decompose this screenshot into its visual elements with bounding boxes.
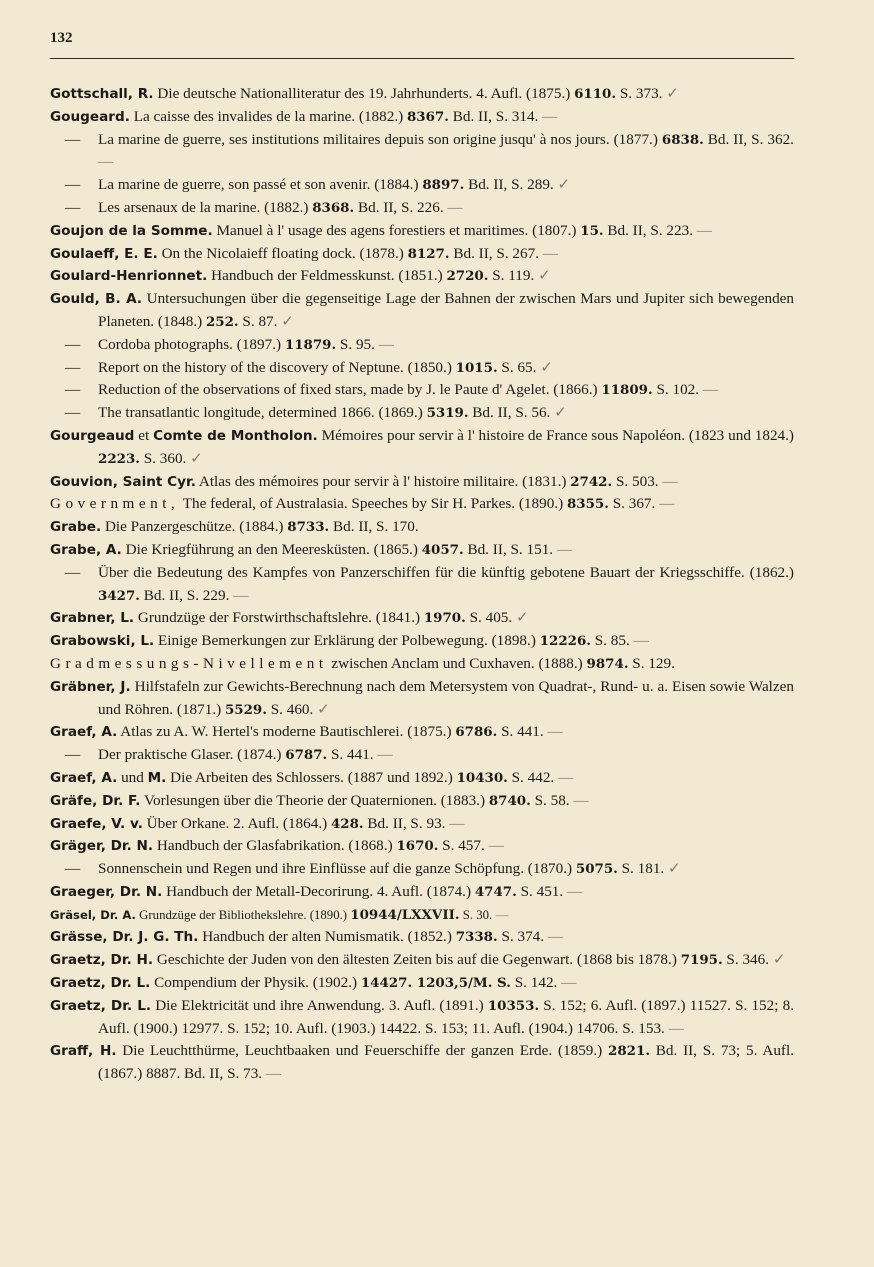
catalog-entry (50, 744, 794, 767)
catalog-entry (50, 539, 794, 562)
check-mark-icon: ✓ (550, 404, 567, 422)
catalog-entry (50, 174, 794, 197)
entry-location: S. 346. (722, 951, 770, 969)
entry-location: S. 442. (507, 768, 555, 786)
catalog-entry (50, 676, 794, 722)
entry-catalog-number: 7338. (455, 929, 498, 946)
ditto-dash: — (65, 198, 81, 216)
entry-title: Über die Bedeutung des Kampfes von Panzerschiffen für die künftig gebotene Bauart der Kriegsschiffe. (1862.) (98, 563, 794, 581)
entry-connector: und (117, 768, 148, 786)
dash-mark-icon: — (655, 495, 675, 513)
entry-author: Gottschall, R. (50, 86, 154, 102)
entry-location: S. 451. (516, 882, 564, 900)
entry-title: Manuel à l' usage des agens forestiers et maritimes. (1807.) (212, 221, 581, 239)
entry-author-second: Comte de Montholon. (153, 427, 318, 444)
dash-mark-icon: — (658, 472, 678, 490)
entry-title: Geschichte der Juden von den ältesten Zeiten bis auf die Gegenwart. (1868 bis 1878.) (153, 951, 681, 969)
catalog-entry (50, 721, 794, 744)
dash-mark-icon: — (544, 928, 564, 946)
entry-connector: et (134, 426, 154, 444)
header-rule (50, 58, 794, 59)
dash-mark-icon: — (98, 153, 114, 171)
check-mark-icon: ✓ (534, 267, 551, 285)
entry-catalog-number: 5075. (575, 861, 618, 878)
catalog-entry (50, 630, 794, 653)
dash-mark-icon: — (699, 381, 719, 399)
catalog-entry (50, 926, 794, 949)
entry-location: Bd. II, S. 223. (603, 221, 693, 239)
entry-location: S. 95. (336, 335, 375, 353)
entry-catalog-number: 8740. (488, 792, 531, 809)
entry-title: Über Orkane. 2. Aufl. (1864.) (142, 814, 331, 832)
entry-catalog-number: 2742. (570, 473, 613, 490)
catalog-entry (50, 220, 794, 243)
entry-catalog-number: 1670. (396, 838, 439, 855)
entry-catalog-number: 428. (330, 815, 364, 832)
entry-author: Graetz, Dr. H. (50, 952, 154, 969)
catalog-entry (50, 767, 794, 790)
entry-location: Bd. II, S. 229. (139, 586, 230, 604)
dash-mark-icon: — (693, 221, 712, 239)
entry-catalog-number: 6786. (455, 724, 498, 741)
entry-author: Graef, A. (50, 724, 118, 741)
entry-catalog-number: 6787. (285, 747, 328, 764)
catalog-entry (50, 516, 794, 539)
catalog-entry (50, 607, 794, 630)
catalog-entry (50, 813, 794, 836)
entry-location: S. 360. (139, 449, 187, 467)
ditto-dash: — (65, 381, 81, 399)
check-mark-icon: ✓ (662, 85, 679, 102)
dash-mark-icon: — (539, 244, 558, 262)
dash-mark-icon: — (557, 974, 577, 992)
entry-location: Bd. II, S. 226. (354, 198, 444, 216)
catalog-entry (50, 995, 794, 1041)
entry-author: Gougeard. (50, 108, 130, 125)
check-mark-icon: ✓ (553, 176, 571, 194)
entry-location: S. 373. (616, 85, 663, 102)
entry-location: S. 152; 6. Aufl. (1897.) 11527. S. 152; 8. Aufl. (1900.) 12977. S. 152; 10. Aufl. (1903.) 14422. S. 153; 11. Aufl. (1904.) 14706. S. 153. (98, 996, 795, 1037)
ditto-dash: — (65, 860, 81, 878)
entry-catalog-number: 2720. (446, 268, 489, 285)
entry-catalog-number: 3427. (98, 587, 140, 604)
entry-location: Bd. II, S. 56. (468, 404, 551, 422)
entry-title: The federal, of Australasia. Speeches by Sir H. Parkes. (1890.) (179, 495, 567, 513)
entry-location: S. 503. (612, 472, 659, 490)
dash-mark-icon: — (492, 907, 509, 922)
entry-catalog-number: 14427. 1203,5/M. S. (360, 975, 511, 992)
entry-location: S. 405. (465, 609, 513, 627)
entry-title: Die Arbeiten des Schlossers. (1887 und 1892.) (166, 768, 457, 786)
catalog-entry (50, 881, 794, 904)
catalog-entry (50, 265, 794, 288)
entry-catalog-number: 6110. (574, 86, 617, 102)
entry-author: Grabe, A. (50, 541, 122, 558)
entry-author: Grabner, L. (50, 610, 135, 627)
entry-catalog-number: 6838. (661, 131, 704, 148)
catalog-entry (50, 83, 794, 106)
entry-author-second: M. (147, 769, 167, 786)
entry-location: S. 85. (590, 632, 630, 650)
entry-author: Goulard-Henrionnet. (50, 268, 208, 285)
ditto-dash: — (65, 130, 81, 148)
entry-title: Hilfstafeln zur Gewichts-Berechnung nach dem Metersystem von Quadrat-, Rund- u. a. Eisen sowie Walzen und Röhren. (1871.) (98, 677, 794, 718)
catalog-entries (50, 83, 794, 1086)
ditto-dash: — (65, 404, 81, 422)
entry-location: Bd. II, S. 93. (363, 814, 446, 832)
entry-author: Graefe, V. v. (50, 815, 143, 832)
entry-author-spaced: Government, (50, 495, 180, 513)
check-mark-icon: ✓ (769, 951, 786, 969)
dash-mark-icon: — (445, 814, 465, 832)
entry-catalog-number: 8367. (406, 108, 449, 125)
entry-catalog-number: 7195. (680, 952, 723, 969)
entry-location: Bd. II, S. 170. (329, 518, 419, 536)
catalog-entry (50, 1040, 794, 1086)
entry-author: Grabowski, L. (50, 633, 155, 650)
entry-title: Die deutsche Nationalliteratur des 19. Jahrhunderts. 4. Aufl. (1875.) (153, 85, 575, 102)
entry-catalog-number: 12226. (539, 633, 591, 650)
entry-catalog-number: 11879. (284, 336, 337, 353)
entry-author: Gräger, Dr. N. (50, 838, 154, 855)
entry-title: Handbuch der Feldmesskunst. (1851.) (207, 267, 447, 285)
catalog-entry (50, 858, 794, 881)
catalog-entry (50, 904, 794, 927)
dash-mark-icon: — (629, 632, 649, 650)
entry-title: Compendium der Physik. (1902.) (150, 974, 361, 992)
entry-location: S. 142. (510, 974, 558, 992)
entry-title: La marine de guerre, son passé et son avenir. (1884.) (98, 176, 423, 194)
ditto-dash: — (65, 176, 81, 194)
entry-author: Gourgeaud (50, 427, 135, 444)
dash-mark-icon: — (569, 791, 589, 809)
entry-title: On the Nicolaieff floating dock. (1878.) (157, 244, 408, 262)
catalog-entry (50, 379, 794, 402)
entry-catalog-number: 1970. (423, 610, 466, 627)
entry-location: S. 119. (488, 267, 535, 285)
dash-mark-icon: — (373, 746, 393, 764)
entry-title: Die Kriegführung an den Meeresküsten. (1865.) (121, 540, 422, 558)
dash-mark-icon: — (554, 768, 574, 786)
entry-title: Der praktische Glaser. (1874.) (98, 746, 286, 764)
entry-author: Graeger, Dr. N. (50, 883, 163, 900)
catalog-entry (50, 471, 794, 494)
entry-location: S. 367. (608, 495, 656, 513)
dash-mark-icon: — (229, 586, 249, 604)
entry-title: Atlas zu A. W. Hertel's moderne Bautischlerei. (1875.) (117, 723, 456, 741)
entry-catalog-number: 4747. (474, 883, 517, 900)
entry-author: Gould, B. A. (50, 291, 143, 308)
entry-title: Grundzüge der Forstwirthschaftslehre. (1841.) (134, 609, 424, 627)
dash-mark-icon: — (538, 107, 558, 125)
entry-location: S. 374. (497, 928, 545, 946)
entry-catalog-number: 9874. (586, 655, 629, 672)
catalog-entry (50, 402, 794, 425)
check-mark-icon: ✓ (512, 609, 529, 627)
catalog-entry (50, 493, 794, 516)
catalog-entry (50, 357, 794, 380)
entry-author: Gräfe, Dr. F. (50, 792, 141, 809)
catalog-entry (50, 653, 794, 676)
entry-catalog-number: 11809. (601, 382, 653, 399)
catalog-entry (50, 835, 794, 858)
entry-catalog-number: 4057. (421, 541, 464, 558)
entry-catalog-number: 5319. (426, 405, 469, 422)
dash-mark-icon: — (563, 882, 583, 900)
entry-author: Grabe. (50, 519, 102, 536)
entry-location: S. 457. (438, 837, 485, 855)
entry-location: S. 65. (497, 358, 537, 376)
entry-location: S. 129. (628, 654, 675, 672)
entry-title: Vorlesungen über die Theorie der Quaternionen. (1883.) (140, 791, 489, 809)
entry-location: Bd. II, S. 289. (464, 176, 554, 194)
entry-author: Goujon de la Somme. (50, 222, 213, 239)
entry-catalog-number: 2821. (608, 1043, 650, 1060)
entry-location: S. 87. (238, 312, 278, 330)
dash-mark-icon: — (664, 1019, 684, 1037)
entry-title: Handbuch der alten Numismatik. (1852.) (198, 928, 456, 946)
entry-catalog-number: 10430. (456, 769, 508, 786)
entry-location: Bd. II, S. 314. (448, 107, 539, 125)
entry-title: Cordoba photographs. (1897.) (98, 335, 285, 353)
catalog-entry (50, 790, 794, 813)
check-mark-icon: ✓ (536, 358, 553, 376)
entry-title: Die Elektricität und ihre Anwendung. 3. Aufl. (1891.) (151, 996, 488, 1014)
entry-title: Untersuchungen über die gegenseitige Lage der Bahnen der zwischen Mars und Jupiter sich bewegenden Planeten. (1848.) (98, 290, 795, 330)
entry-catalog-number: 15. (580, 222, 604, 239)
entry-author: Gouvion, Saint Cyr. (50, 473, 196, 490)
ditto-dash: — (65, 335, 81, 353)
entry-title: Handbuch der Glasfabrikation. (1868.) (153, 837, 397, 855)
entry-catalog-number: 10944/LXXVII. (350, 906, 460, 923)
entry-title: Mémoires pour servir à l' histoire de France sous Napoléon. (1823 und 1824.) (317, 426, 794, 444)
entry-location: S. 30. (459, 907, 493, 922)
ditto-dash: — (65, 358, 81, 376)
entry-title: Reduction of the observations of fixed stars, made by J. le Paute d' Agelet. (1866.) (98, 381, 602, 399)
entry-catalog-number: 5529. (224, 701, 267, 718)
check-mark-icon: ✓ (313, 700, 330, 718)
entry-location: S. 102. (652, 381, 700, 399)
entry-title: Die Leuchtthürme, Leuchtbaaken und Feuerschiffe der ganzen Erde. (1859.) (116, 1042, 609, 1060)
entry-author: Gräsel, Dr. A. (50, 907, 136, 922)
catalog-entry (50, 129, 794, 175)
entry-title: Sonnenschein und Regen und ihre Einflüsse auf die ganze Schöpfung. (1870.) (98, 860, 576, 878)
dash-mark-icon: — (553, 540, 573, 558)
ditto-dash: — (65, 746, 81, 764)
dash-mark-icon: — (443, 198, 463, 216)
entry-author-spaced: Gradmessungs-Nivellement (50, 654, 328, 672)
catalog-entry (50, 197, 794, 220)
entry-location: S. 441. (327, 746, 374, 764)
check-mark-icon: ✓ (277, 312, 294, 330)
dash-mark-icon: — (543, 723, 563, 741)
entry-location: Bd. II, S. 362. (703, 130, 794, 148)
entry-title: Les arsenaux de la marine. (1882.) (98, 198, 313, 216)
entry-author: Graetz, Dr. L. (50, 997, 152, 1014)
entry-location: Bd. II, S. 267. (449, 244, 539, 262)
entry-catalog-number: 8355. (566, 496, 609, 513)
entry-catalog-number: 1015. (455, 359, 498, 376)
entry-catalog-number: 8733. (287, 519, 330, 536)
check-mark-icon: ✓ (186, 449, 203, 467)
entry-title: La marine de guerre, ses institutions militaires depuis son origine jusqu' à nos jours. (1877.) (98, 130, 662, 148)
entry-author: Graff, H. (50, 1043, 117, 1060)
entry-catalog-number: 8368. (312, 199, 355, 216)
entry-location: Bd. II, S. 151. (463, 540, 554, 558)
entry-author: Grässe, Dr. J. G. Th. (50, 929, 199, 946)
dash-mark-icon: — (374, 335, 394, 353)
ditto-dash: — (65, 563, 81, 581)
catalog-entry (50, 425, 794, 471)
entry-catalog-number: 10353. (487, 997, 540, 1014)
entry-location: S. 58. (530, 791, 570, 809)
entry-author: Graetz, Dr. L. (50, 975, 151, 992)
entry-catalog-number: 2223. (98, 450, 140, 467)
entry-title: La caisse des invalides de la marine. (1882.) (129, 107, 407, 125)
entry-location: S. 441. (497, 723, 544, 741)
check-mark-icon: ✓ (664, 860, 681, 878)
entry-title: Einige Bemerkungen zur Erklärung der Polbewegung. (1898.) (154, 632, 540, 650)
entry-catalog-number: 8127. (407, 245, 450, 262)
entry-location: S. 460. (266, 700, 314, 718)
entry-title: Report on the history of the discovery of Neptune. (1850.) (98, 358, 456, 376)
catalog-entry (50, 106, 794, 129)
entry-title: The transatlantic longitude, determined 1866. (1869.) (98, 404, 427, 422)
entry-location: Bd. II, S. 73; 5. Aufl. (1867.) 8887. Bd. II, S. 73. (98, 1042, 795, 1083)
dash-mark-icon: — (484, 837, 504, 855)
entry-title: Atlas des mémoires pour servir à l' histoire militaire. (1831.) (195, 472, 571, 490)
dash-mark-icon: — (262, 1065, 282, 1083)
entry-title: Die Panzergeschütze. (1884.) (101, 518, 288, 536)
entry-title: Grundzüge der Bibliothekslehre. (1890.) (135, 907, 351, 922)
catalog-entry (50, 288, 794, 334)
entry-title: zwischen Anclam und Cuxhaven. (1888.) (327, 654, 587, 672)
entry-author: Graef, A. (50, 769, 118, 786)
entry-author: Goulaeff, E. E. (50, 245, 158, 262)
entry-author: Gräbner, J. (50, 678, 131, 695)
catalog-entry (50, 562, 794, 608)
entry-location: S. 181. (617, 860, 665, 878)
catalog-entry (50, 972, 794, 995)
page-number: 132 (50, 30, 73, 46)
catalog-entry (50, 949, 794, 972)
entry-catalog-number: 252. (205, 313, 239, 330)
catalog-entry (50, 243, 794, 266)
entry-title: Handbuch der Metall-Decorirung. 4. Aufl. (1874.) (162, 882, 475, 900)
entry-catalog-number: 8897. (422, 177, 465, 194)
catalog-entry (50, 334, 794, 357)
